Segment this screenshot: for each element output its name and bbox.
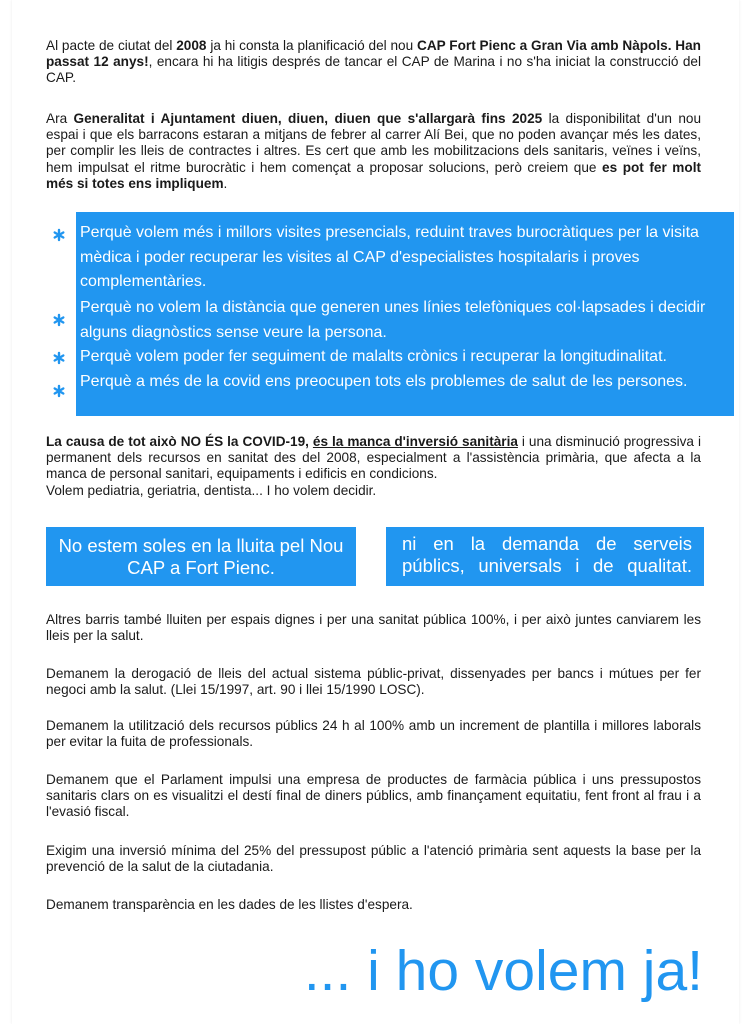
- asterisk-icon: [51, 312, 67, 328]
- intro-p1-text-3: , encara hi ha litigis després de tancar el CAP de Marina i no s'ha iniciat la construcció del CAP.: [46, 54, 701, 86]
- asterisk-icon: [51, 227, 67, 243]
- intro-p1-text-2: ja hi consta la planificació del nou: [206, 38, 418, 53]
- intro-p1-text-1: Al pacte de ciutat del: [46, 38, 177, 53]
- slogan: ... i ho volem ja!: [303, 939, 703, 1003]
- bullet-item: Perquè volem poder fer seguiment de malalts crònics i recuperar la longitudinalitat.: [80, 348, 667, 365]
- cause-bold: La causa de tot això NO ÉS la COVID-19,: [46, 434, 313, 449]
- banner-right-text: ni en la demanda de serveis públics, universals i de qualitat.: [402, 533, 692, 576]
- demand-paragraph: Demanem la utilització dels recursos públics 24 h al 100% amb un increment de plantilla i millores laborals per evitar la fuita de professionals.: [46, 718, 701, 750]
- bullet-item: Perquè volem més i millors visites presencials, reduint traves burocràtiques per la visita mèdica i poder recuperar les visites al CAP d'especialistes hospitalaris i proves complementàries.: [80, 224, 699, 291]
- cause-text-2: Volem pediatria, geriatria, dentista... I ho volem decidir.: [46, 482, 377, 498]
- asterisk-icon: [51, 350, 67, 366]
- intro-p1-bold-1: 2008: [176, 38, 207, 53]
- banner-right: [386, 527, 704, 586]
- demand-paragraph: Altres barris també lluiten per espais dignes i per una sanitat pública 100%, i per això juntes canviarem les lleis per la salut.: [46, 612, 701, 644]
- demand-paragraph: Exigim una inversió mínima del 25% del pressupost públic a l'atenció primària sent aquests la base per la prevenció de la salut de la ciutadania.: [46, 843, 701, 875]
- demand-paragraph: Demanem la derogació de lleis del actual sistema públic-privat, dissenyades per bancs i mútues per fer negoci amb la salut. (Llei 15/1997, art. 90 i llei 15/1990 LOSC).: [46, 666, 701, 698]
- bullet-item: Perquè a més de la covid ens preocupen tots els problemes de salut de les persones.: [80, 373, 688, 390]
- cause-paragraph: [46, 434, 701, 499]
- bullet-item: Perquè no volem la distància que generen unes línies telefòniques col·lapsades i decidir alguns diagnòstics sense veure la persona.: [80, 299, 706, 341]
- intro-p2-bold-2: es pot fer molt més si totes ens impliquem: [46, 159, 701, 191]
- intro-paragraph-1: [46, 38, 701, 87]
- demand-paragraph: Demanem que el Parlament impulsi una empresa de productes de farmàcia pública i uns pressupostos sanitaris clars on es visualitzi el destí final de diners públics, amb finançament equitatiu, fent front al frau i a l'evasió fiscal.: [46, 772, 701, 820]
- cause-bold-underlined: és la manca d'inversió sanitària: [312, 434, 518, 449]
- cause-text: i una disminució progressiva i permanent dels recursos en sanitat des del 2008, especialment a l'assistència primària, que afecta a la manca de personal sanitari, equipaments i edificis en condicions.: [46, 434, 701, 482]
- intro-p2-text-2: la disponibilitat d'un nou espai i que els barracons estaran a mitjans de febrer al carrer Alí Bei, que no poden avançar més les dates, per complir les lleis de contractes i altres. Es cert que amb les mobilitzacions dels sanitaris, veïnes i veïns, hem impulsat el ritme burocràtic i hem començat a proposar solucions, però creiem que: [46, 111, 702, 175]
- banner-left-text: No estem soles en la lluita pel Nou CAP a Fort Pienc.: [58, 535, 344, 578]
- asterisk-icon: [51, 383, 67, 399]
- intro-p2-text-1: Ara: [46, 111, 74, 126]
- banner-left: [46, 527, 356, 586]
- intro-p2-bold-1: Generalitat i Ajuntament diuen, diuen, diuen que s'allargarà fins 2025: [73, 111, 543, 126]
- intro-p2-text-3: .: [223, 175, 228, 191]
- demand-paragraph: Demanem transparència en les dades de les llistes d'espera.: [46, 897, 413, 912]
- intro-p1-bold-2: CAP Fort Pienc a Gran Via amb Nàpols. Han passat 12 anys!: [46, 38, 701, 70]
- intro-paragraph-2: [46, 111, 701, 192]
